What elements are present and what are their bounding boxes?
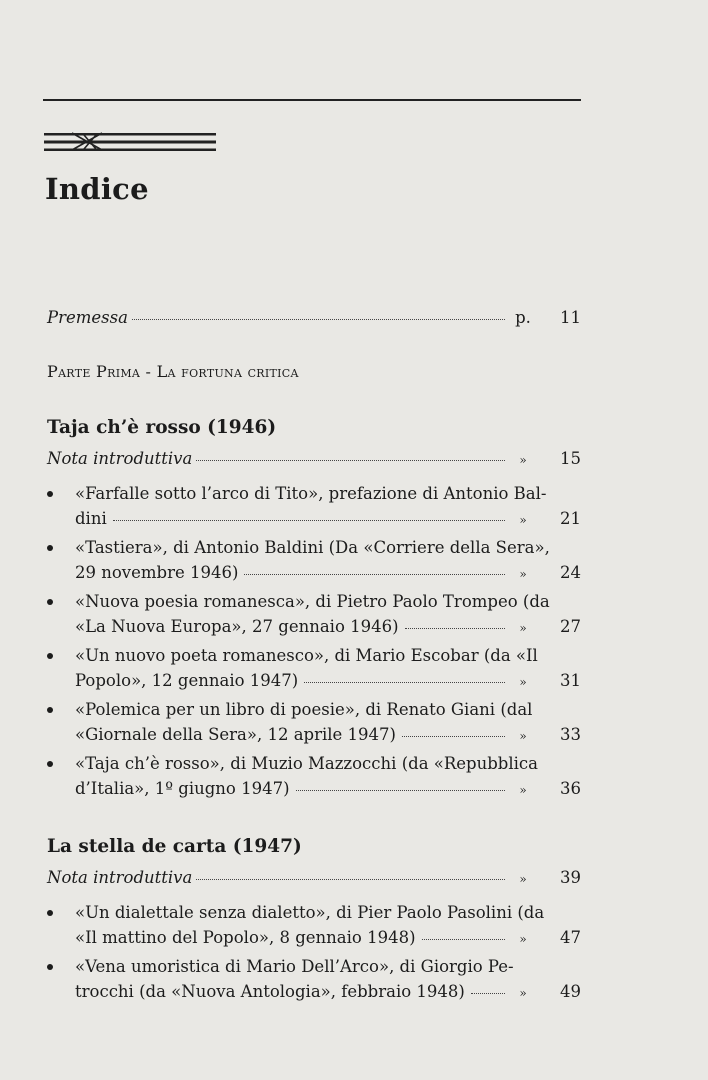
dot-leader — [422, 939, 505, 940]
dot-leader — [132, 319, 505, 320]
bullet-icon — [47, 653, 53, 659]
page-number: 24 — [560, 563, 581, 582]
item-line-1: «Polemica per un libro di poesie», di Renato Giani (dal — [75, 700, 533, 719]
toc-item[interactable] — [47, 643, 581, 695]
dot-leader — [196, 460, 505, 461]
ditto-mark: » — [519, 986, 527, 1000]
ditto-mark: » — [519, 513, 527, 527]
ditto-mark: » — [519, 675, 527, 689]
dot-leader — [402, 736, 505, 737]
item-line-2: d’Italia», 1º giugno 1947) — [75, 779, 290, 798]
ditto-mark: » — [519, 453, 527, 467]
page-number: 27 — [560, 617, 581, 636]
ditto-mark: » — [519, 932, 527, 946]
page-number: 15 — [560, 449, 581, 468]
part-heading: Parte Prima - La fortuna critica — [47, 362, 299, 381]
page-number: 36 — [560, 779, 581, 798]
dot-leader — [304, 682, 505, 683]
item-line-1: «Tastiera», di Antonio Baldini (Da «Corriere della Sera», — [75, 538, 550, 557]
ditto-mark: » — [519, 729, 527, 743]
bullet-icon — [47, 707, 53, 713]
toc-item[interactable] — [47, 535, 581, 587]
page-number: 21 — [560, 509, 581, 528]
item-line-1: «Un dialettale senza dialetto», di Pier Paolo Pasolini (da — [75, 903, 545, 922]
page-number: 31 — [560, 671, 581, 690]
nota-label: Nota introduttiva — [47, 449, 193, 468]
toc-entry-premessa[interactable] — [47, 308, 581, 327]
item-line-1: «Nuova poesia romanesca», di Pietro Paolo Trompeo (da — [75, 592, 550, 611]
toc-item[interactable] — [47, 751, 581, 803]
section-title: Taja ch’è rosso (1946) — [47, 417, 277, 438]
ditto-mark: » — [519, 872, 527, 886]
ditto-mark: » — [519, 783, 527, 797]
toc-item[interactable] — [47, 589, 581, 641]
item-line-1: «Un nuovo poeta romanesco», di Mario Escobar (da «Il — [75, 646, 538, 665]
item-line-2: «Il mattino del Popolo», 8 gennaio 1948) — [75, 928, 416, 947]
ornament-rule-icon — [44, 131, 216, 153]
dot-leader — [244, 574, 505, 575]
toc-entry-nota[interactable] — [47, 868, 581, 887]
item-line-2: 29 novembre 1946) — [75, 563, 239, 582]
toc-item[interactable] — [47, 954, 581, 1006]
bullet-icon — [47, 964, 53, 970]
dot-leader — [405, 628, 505, 629]
page-number: 49 — [560, 982, 581, 1001]
header-rule — [43, 99, 581, 101]
bullet-icon — [47, 599, 53, 605]
item-line-2: dini — [75, 509, 107, 528]
bullet-icon — [47, 491, 53, 497]
item-line-2: Popolo», 12 gennaio 1947) — [75, 671, 299, 690]
dot-leader — [196, 879, 505, 880]
dot-leader — [471, 993, 505, 994]
page-number: 33 — [560, 725, 581, 744]
item-line-1: «Vena umoristica di Mario Dell’Arco», di Giorgio Pe- — [75, 957, 514, 976]
item-line-2: trocchi (da «Nuova Antologia», febbraio 1948) — [75, 982, 465, 1001]
page-number: 47 — [560, 928, 581, 947]
bullet-icon — [47, 545, 53, 551]
page-title: Indice — [45, 172, 149, 206]
page-number: 39 — [560, 868, 581, 887]
toc-item[interactable] — [47, 481, 581, 533]
ditto-mark: » — [519, 567, 527, 581]
page-prefix: p. — [515, 308, 531, 327]
toc-item[interactable] — [47, 900, 581, 952]
premessa-label: Premessa — [47, 308, 128, 327]
toc-item[interactable] — [47, 697, 581, 749]
item-line-1: «Taja ch’è rosso», di Muzio Mazzocchi (da «Repubblica — [75, 754, 538, 773]
bullet-icon — [47, 761, 53, 767]
dot-leader — [296, 790, 505, 791]
item-line-2: «La Nuova Europa», 27 gennaio 1946) — [75, 617, 399, 636]
page-number: 11 — [560, 308, 581, 327]
section-title: La stella de carta (1947) — [47, 836, 302, 857]
nota-label: Nota introduttiva — [47, 868, 193, 887]
ditto-mark: » — [519, 621, 527, 635]
bullet-icon — [47, 910, 53, 916]
dot-leader — [113, 520, 505, 521]
toc-entry-nota[interactable] — [47, 449, 581, 468]
item-line-2: «Giornale della Sera», 12 aprile 1947) — [75, 725, 396, 744]
item-line-1: «Farfalle sotto l’arco di Tito», prefazione di Antonio Bal- — [75, 484, 547, 503]
